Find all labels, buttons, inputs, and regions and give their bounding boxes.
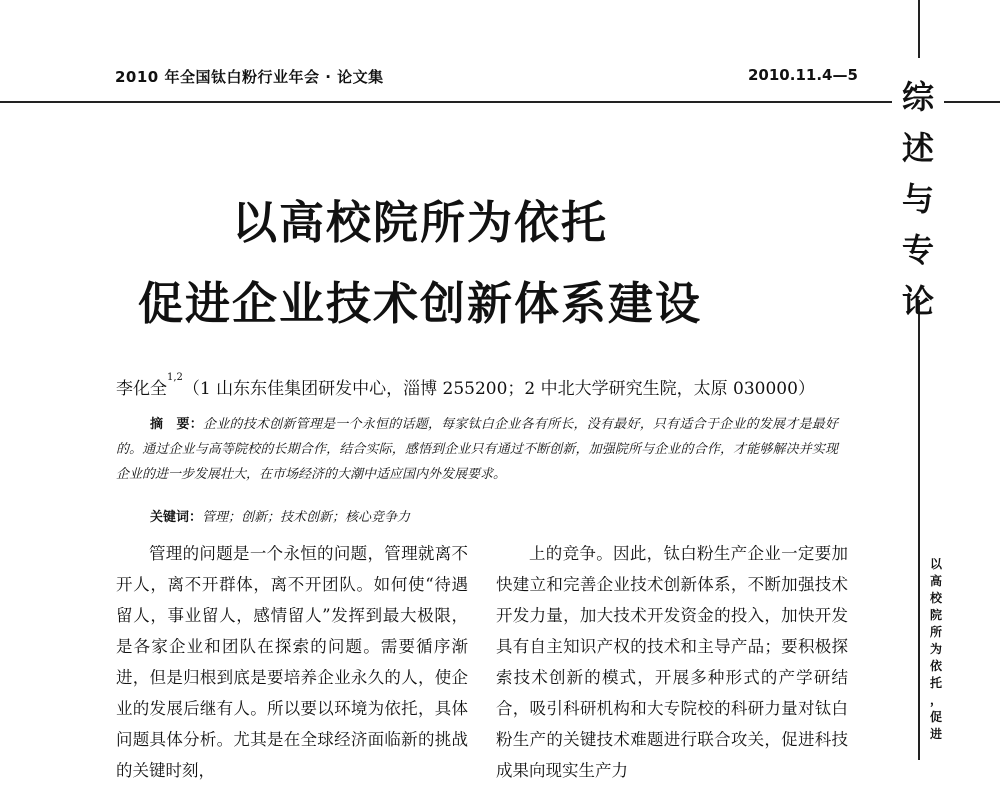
body-column-left: 管理的问题是一个永恒的问题，管理就离不开人，离不开群体，离不开团队。如何使“待遇留人，事业留人，感情留人”发挥到最大极限，是各家企业和团队在探索的问题。需要循序渐进，但是归根到底是要培养企业永久的人，使企业的发展后继有人。所以要以环境为依托，具体问题具体分析。尤其是在全球经济面临新的挑战的关键时刻， — [116, 544, 468, 780]
author-name: 李化全 — [116, 379, 167, 399]
side-title-char: 依 — [929, 659, 942, 673]
side-title-char: 高 — [929, 574, 942, 588]
paper-title-line-1: 以高校院所为依托 — [231, 196, 608, 249]
side-title-char: 所 — [929, 625, 942, 639]
author-affiliation: （1 山东东佳集团研发中心，淄博 255200；2 中北大学研究生院，太原 030000） — [182, 379, 815, 399]
section-label-char: 论 — [901, 282, 934, 320]
side-title-char: 以 — [929, 557, 942, 571]
keywords — [150, 506, 410, 525]
header-rule — [0, 101, 892, 103]
body-column-right: 上的竞争。因此，钛白粉生产企业一定要加快建立和完善企业技术创新体系，不断加强技术开发力量，加大技术开发资金的投入，加快开发具有自主知识产权的技术和主导产品；要积极探索技术创新的模式，开展多种形式的产学研结合，吸引科研机构和大专院校的科研力量对钛白粉生产的关键技术难题进行联合攻关，促进科技成果向现实生产力 — [496, 544, 848, 780]
abstract — [116, 412, 838, 487]
side-title-char: 为 — [929, 642, 942, 656]
abstract-label: 摘 要： — [150, 417, 203, 432]
side-title-char: 院 — [929, 608, 942, 622]
side-title-char: 促 — [929, 710, 942, 724]
author-line — [116, 374, 815, 399]
author-affiliation-marker: 1,2 — [167, 372, 183, 383]
margin-vertical-rule — [918, 300, 920, 760]
running-header-conference: 2010 年全国钛白粉行业年会 · 论文集 — [115, 68, 384, 86]
running-header-date: 2010.11.4—5 — [748, 66, 858, 84]
margin-vertical-rule-top — [918, 0, 920, 58]
section-label-char: 述 — [901, 129, 934, 167]
paper-title-line-2: 促进企业技术创新体系建设 — [137, 277, 702, 330]
side-title-char: 进 — [929, 727, 942, 741]
section-label — [895, 72, 941, 327]
section-label-char: 综 — [901, 78, 934, 116]
abstract-text: 企业的技术创新管理是一个永恒的话题，每家钛白企业各有所长，没有最好，只有适合于企业的发展才是最好的。通过企业与高等院校的长期合作，结合实际，感悟到企业只有通过不断创新，加强院所与企业的合作，才能够解决并实现企业的进一步发展壮大，在市场经济的大潮中适应国内外发展要求。 — [116, 417, 838, 482]
side-title-char: ， — [929, 693, 942, 707]
section-label-char: 专 — [901, 231, 934, 269]
side-title-char: 托 — [929, 676, 942, 690]
section-label-char: 与 — [901, 180, 934, 218]
header-rule-right — [944, 101, 1000, 103]
side-title-char: 校 — [929, 591, 942, 605]
keywords-text: 管理；创新；技术创新；核心竞争力 — [202, 510, 411, 525]
side-running-title — [925, 556, 947, 743]
keywords-label: 关键词： — [150, 510, 203, 525]
